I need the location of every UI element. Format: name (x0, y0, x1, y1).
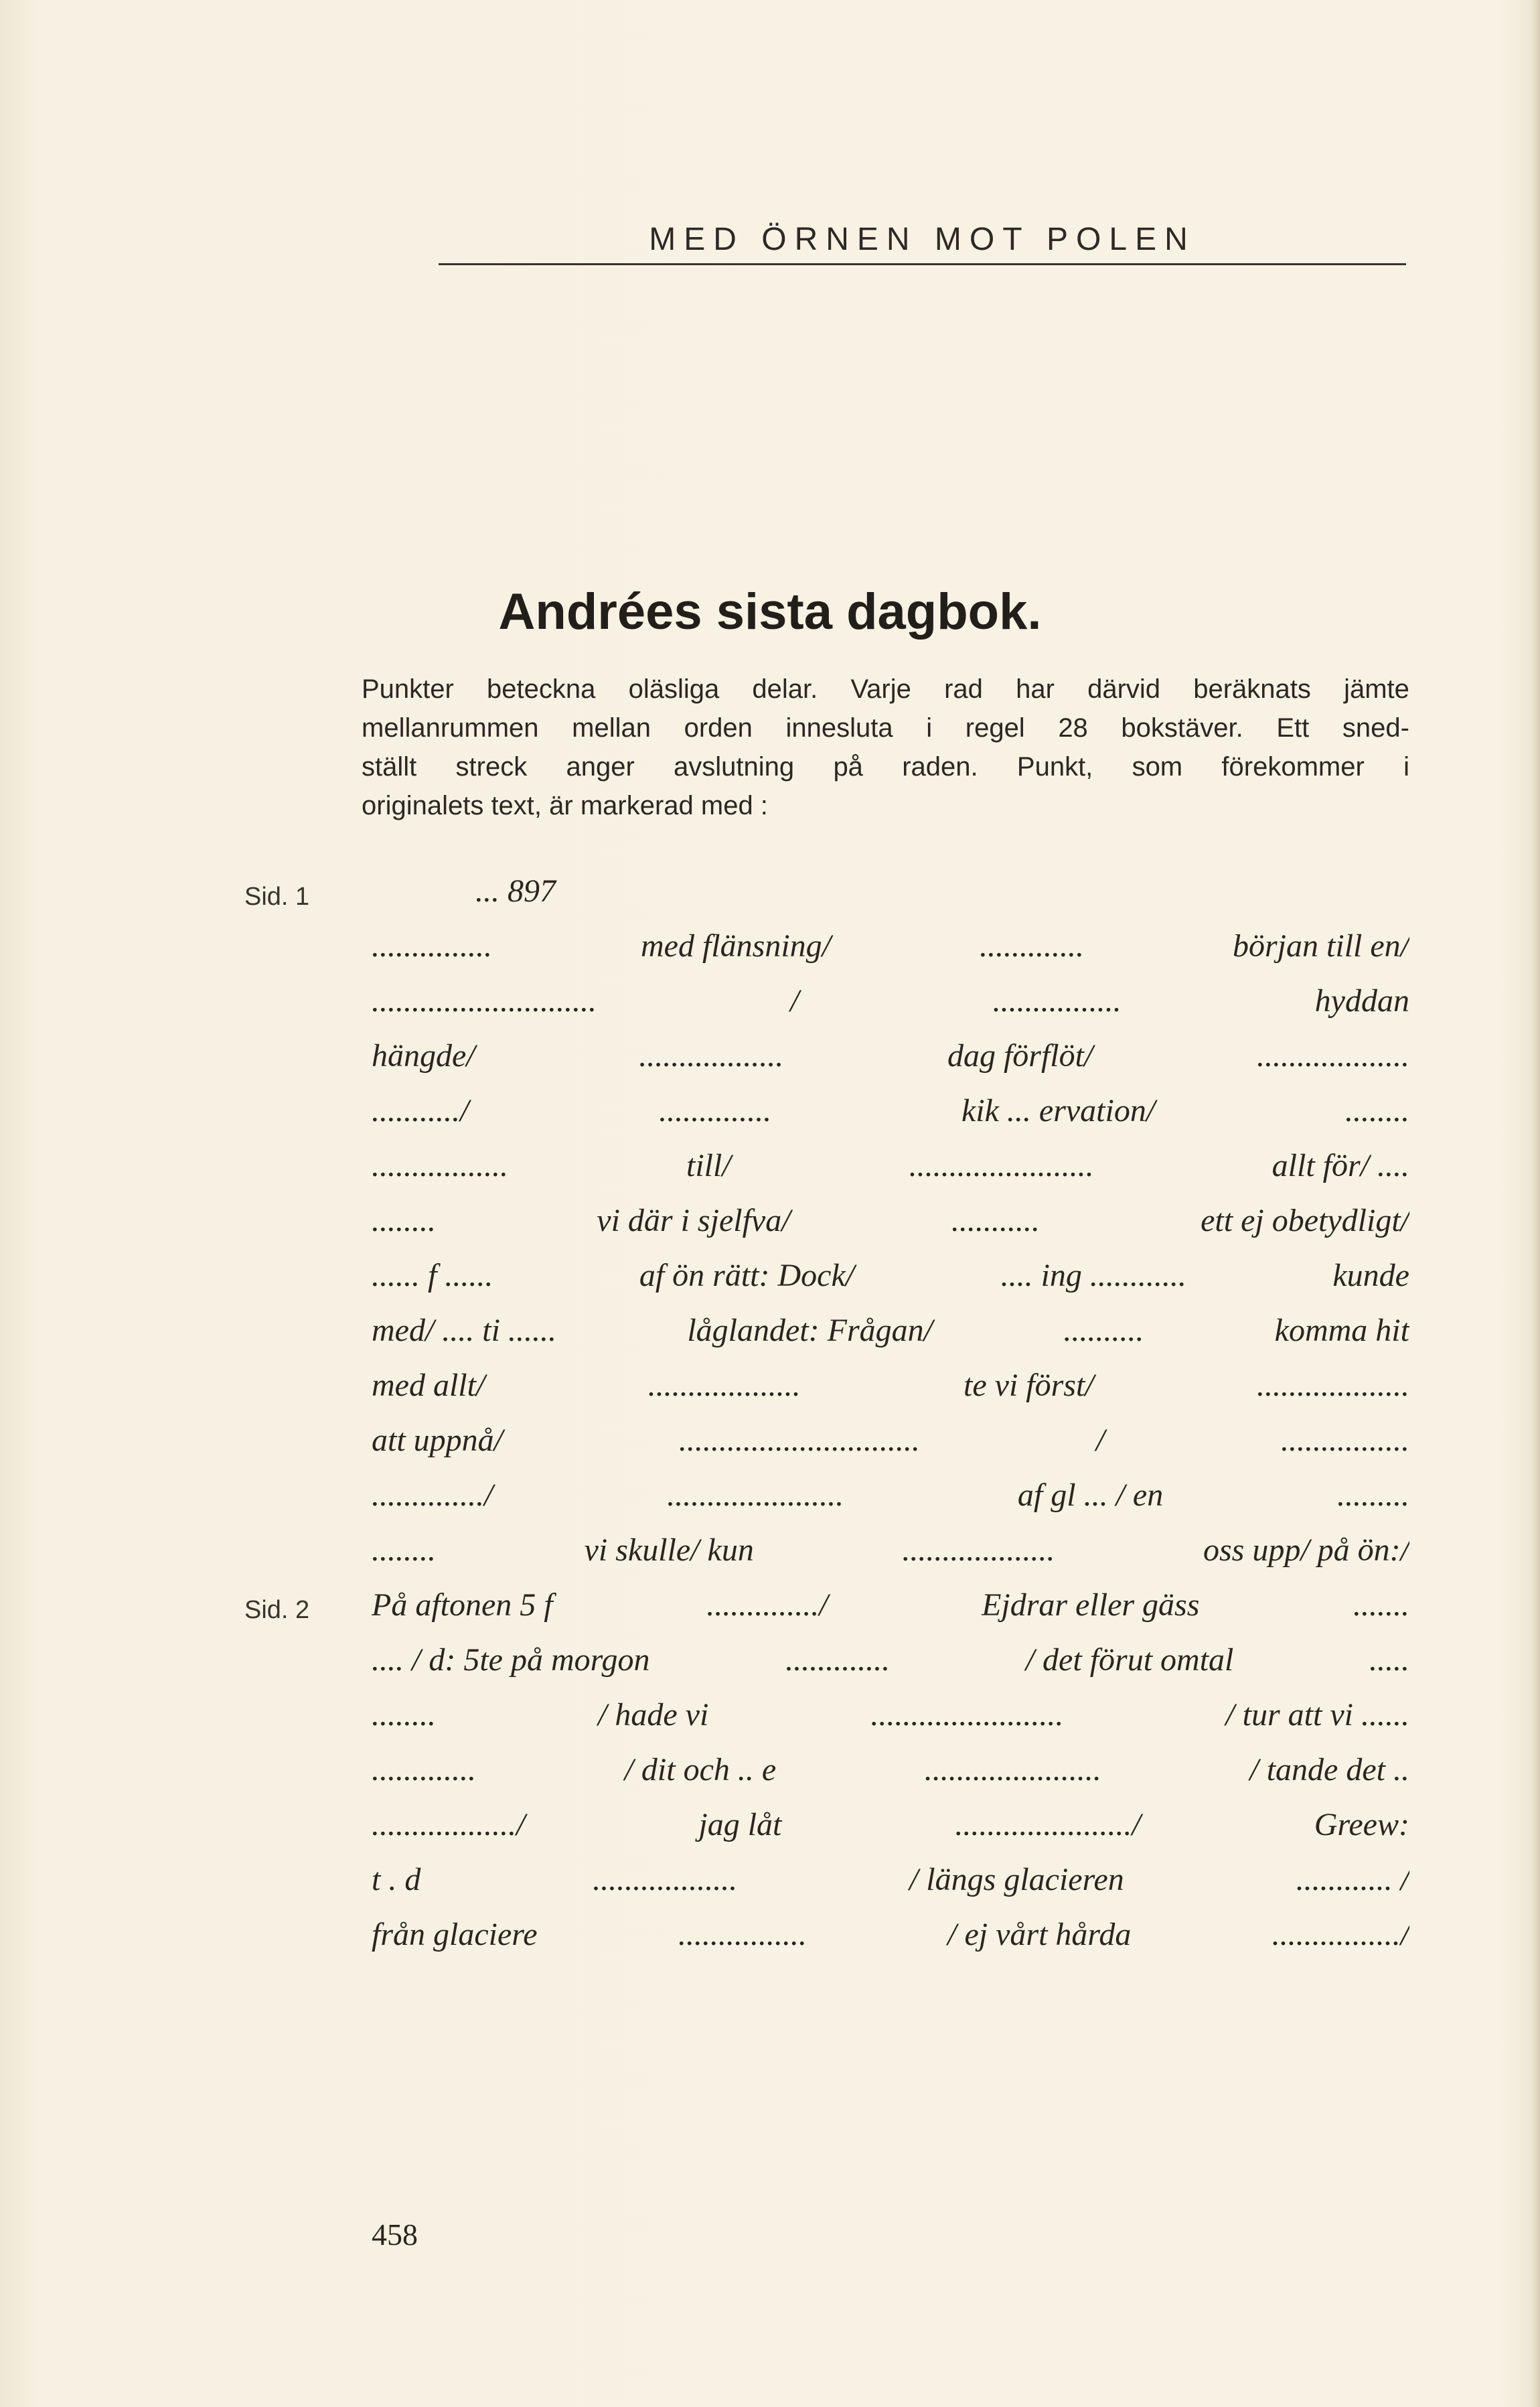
intro-word: sned- (1342, 713, 1409, 743)
diary-fragment: kunde (1332, 1258, 1409, 1293)
diary-fragment: / längs glacieren (909, 1862, 1124, 1897)
diary-fragment: hängde/ (372, 1038, 475, 1074)
intro-word: bokstäver. (1121, 713, 1243, 743)
diary-fragment: Ejdrar eller gäss (982, 1587, 1200, 1623)
intro-word: anger (566, 752, 635, 782)
intro-word: mellanrummen (362, 713, 539, 743)
intro-word: beräknats (1193, 674, 1311, 704)
diary-fragment: .............................. (678, 1423, 920, 1458)
diary-fragment: af ön rätt: Dock/ (639, 1258, 855, 1293)
intro-word: orden (684, 713, 753, 743)
diary-fragment: oss upp/ på ön:/ (1203, 1532, 1409, 1568)
diary-fragment: .................. (593, 1862, 738, 1897)
diary-fragment: dag förflöt/ (947, 1038, 1093, 1074)
page-title: Andrées sista dagbok. (498, 583, 1042, 640)
diary-line (372, 1358, 1409, 1413)
diary-fragment: ............. (980, 928, 1084, 964)
intro-line (362, 709, 1409, 747)
diary-fragment: ........ (1344, 1093, 1409, 1128)
intro-word: raden. (902, 752, 978, 782)
intro-word: Varje (850, 674, 911, 704)
diary-fragment: ....................../ (955, 1807, 1141, 1842)
intro-word: i (926, 713, 933, 743)
diary-fragment: .........../ (372, 1093, 469, 1128)
diary-fragment: .... / d: 5te på morgon (372, 1642, 650, 1678)
diary-fragment: ........ (372, 1697, 436, 1733)
diary-fragment: med allt/ (372, 1368, 485, 1403)
diary-fragment: ................... (1256, 1038, 1409, 1074)
intro-word: har (1016, 674, 1055, 704)
intro-word: jämte (1344, 674, 1409, 704)
diary-fragment: ........... (951, 1203, 1040, 1238)
diary-fragment: ............... (372, 928, 492, 964)
diary-fragment: Greew: (1314, 1807, 1409, 1842)
diary-fragment: början till en/ (1233, 928, 1409, 964)
diary-fragment: ............................ (372, 983, 597, 1019)
diary-fragment: / tande det .. (1249, 1752, 1409, 1788)
diary-fragment: ......... (1337, 1477, 1409, 1513)
diary-fragment: / ej vårt hårda (947, 1917, 1132, 1952)
diary-fragment: ................/ (1272, 1917, 1409, 1952)
diary-fragment: vi skulle/ kun (584, 1532, 754, 1568)
diary-fragment: ... 897 (475, 873, 556, 909)
diary-line (372, 1248, 1409, 1303)
diary-fragment: ................ (678, 1917, 807, 1952)
diary-fragment: komma hit (1274, 1313, 1409, 1348)
diary-fragment: ..... (1369, 1642, 1409, 1678)
diary-fragment: att uppnå/ (372, 1423, 504, 1458)
diary-fragment: från glaciere (372, 1917, 538, 1952)
diary-fragment: På aftonen 5 f (372, 1587, 553, 1623)
intro-word: ställt (362, 752, 417, 782)
diary-fragment: / hade vi (598, 1697, 709, 1733)
diary-fragment: / (1095, 1423, 1105, 1458)
diary-line (372, 1468, 1409, 1523)
diary-fragment: .............. (659, 1093, 772, 1128)
diary-fragment: t . d (372, 1862, 421, 1897)
diary-fragment: med/ .... ti ...... (372, 1313, 556, 1348)
diary-fragment: ............. (372, 1752, 476, 1788)
diary-fragment: / (790, 983, 799, 1019)
intro-word: Punkt, (1016, 752, 1093, 782)
intro-word: delar. (752, 674, 818, 704)
intro-line (362, 786, 1409, 825)
intro-word: förekommer (1221, 752, 1365, 782)
diary-fragment: ................ (1280, 1423, 1409, 1458)
intro-word: streck (455, 752, 528, 782)
running-head (439, 221, 1406, 265)
diary-fragment: ........................ (870, 1697, 1064, 1733)
diary-fragment: ...................... (667, 1477, 844, 1513)
diary-fragment: kik ... ervation/ (961, 1093, 1156, 1128)
diary-line (372, 864, 1409, 919)
intro-line (362, 670, 1409, 709)
diary-line (372, 1413, 1409, 1468)
diary-fragment: .................. (639, 1038, 784, 1074)
diary-line (372, 1852, 1409, 1907)
diary-fragment: vi där i sjelfva/ (597, 1203, 791, 1238)
diary-fragment: allt för/ .... (1272, 1148, 1409, 1183)
page-number: 458 (372, 2217, 418, 2252)
intro-word: på (833, 752, 863, 782)
diary-fragment: låglandet: Frågan/ (687, 1313, 933, 1348)
diary-fragment: af gl ... / en (1017, 1477, 1164, 1513)
diary-line (372, 1029, 1409, 1084)
diary-line (372, 1084, 1409, 1139)
diary-fragment: ................ (992, 983, 1122, 1019)
diary-fragment: .......... (1063, 1313, 1144, 1348)
diary-fragment: ............../ (706, 1587, 828, 1623)
diary-fragment: te vi först/ (964, 1368, 1094, 1403)
diary-line (372, 919, 1409, 974)
diary-line (372, 1633, 1409, 1688)
intro-word: Ett (1276, 713, 1310, 743)
diary-fragment: hyddan (1314, 983, 1409, 1019)
intro-word: 28 (1058, 713, 1088, 743)
diary-fragment: ....... (1353, 1587, 1409, 1623)
diary-fragment: ...................... (924, 1752, 1101, 1788)
diary-line (372, 1688, 1409, 1743)
intro-word: innesluta (785, 713, 893, 743)
intro-word: oläsliga (628, 674, 720, 704)
intro-paragraph (362, 670, 1409, 825)
intro-word: därvid (1087, 674, 1161, 704)
diary-fragment: ................../ (372, 1807, 526, 1842)
intro-word: rad (944, 674, 983, 704)
intro-word: i (1403, 752, 1409, 782)
diary-fragment: ................... (647, 1368, 801, 1403)
diary-line (372, 974, 1409, 1029)
diary-line (372, 1798, 1409, 1852)
diary-fragment: jag låt (698, 1807, 782, 1842)
diary-line (372, 1193, 1409, 1248)
diary-fragment: ................. (372, 1148, 508, 1183)
intro-word: beteckna (487, 674, 596, 704)
diary-line (372, 1578, 1409, 1633)
diary-fragment: ....................... (909, 1148, 1094, 1183)
page-edge-shadow (1531, 0, 1540, 2407)
intro-word: avslutning (674, 752, 795, 782)
diary-fragment: ett ej obetydligt/ (1201, 1203, 1409, 1238)
diary-transcription (372, 864, 1409, 1962)
diary-fragment: / dit och .. e (624, 1752, 777, 1788)
diary-fragment: ............ / (1296, 1862, 1409, 1897)
diary-fragment: med flänsning/ (641, 928, 831, 964)
running-head-text: MED ÖRNEN MOT POLEN (649, 222, 1196, 257)
diary-fragment: ................... (902, 1532, 1055, 1568)
diary-fragment: .... ing ............ (1000, 1258, 1186, 1293)
margin-label-sid-2: Sid. 2 (244, 1596, 310, 1624)
margin-label-sid-1: Sid. 1 (244, 883, 310, 911)
diary-fragment: till/ (686, 1148, 731, 1183)
intro-line (362, 747, 1409, 786)
diary-line (372, 1907, 1409, 1962)
diary-fragment: ........ (372, 1203, 436, 1238)
diary-fragment: ............../ (372, 1477, 493, 1513)
diary-fragment: ........ (372, 1532, 436, 1568)
diary-fragment: ............. (785, 1642, 891, 1678)
diary-line (372, 1139, 1409, 1193)
diary-line (372, 1523, 1409, 1578)
diary-line (372, 1303, 1409, 1358)
intro-word: som (1132, 752, 1183, 782)
diary-fragment: / det förut omtal (1025, 1642, 1234, 1678)
intro-word: originalets text, är markerad med : (362, 791, 768, 820)
diary-fragment: / tur att vi ...... (1225, 1697, 1409, 1733)
intro-word: mellan (572, 713, 651, 743)
diary-line (372, 1743, 1409, 1798)
intro-word: Punkter (362, 674, 454, 704)
intro-word: regel (965, 713, 1025, 743)
diary-fragment: ................... (1257, 1368, 1409, 1403)
diary-fragment: ...... f ...... (372, 1258, 493, 1293)
